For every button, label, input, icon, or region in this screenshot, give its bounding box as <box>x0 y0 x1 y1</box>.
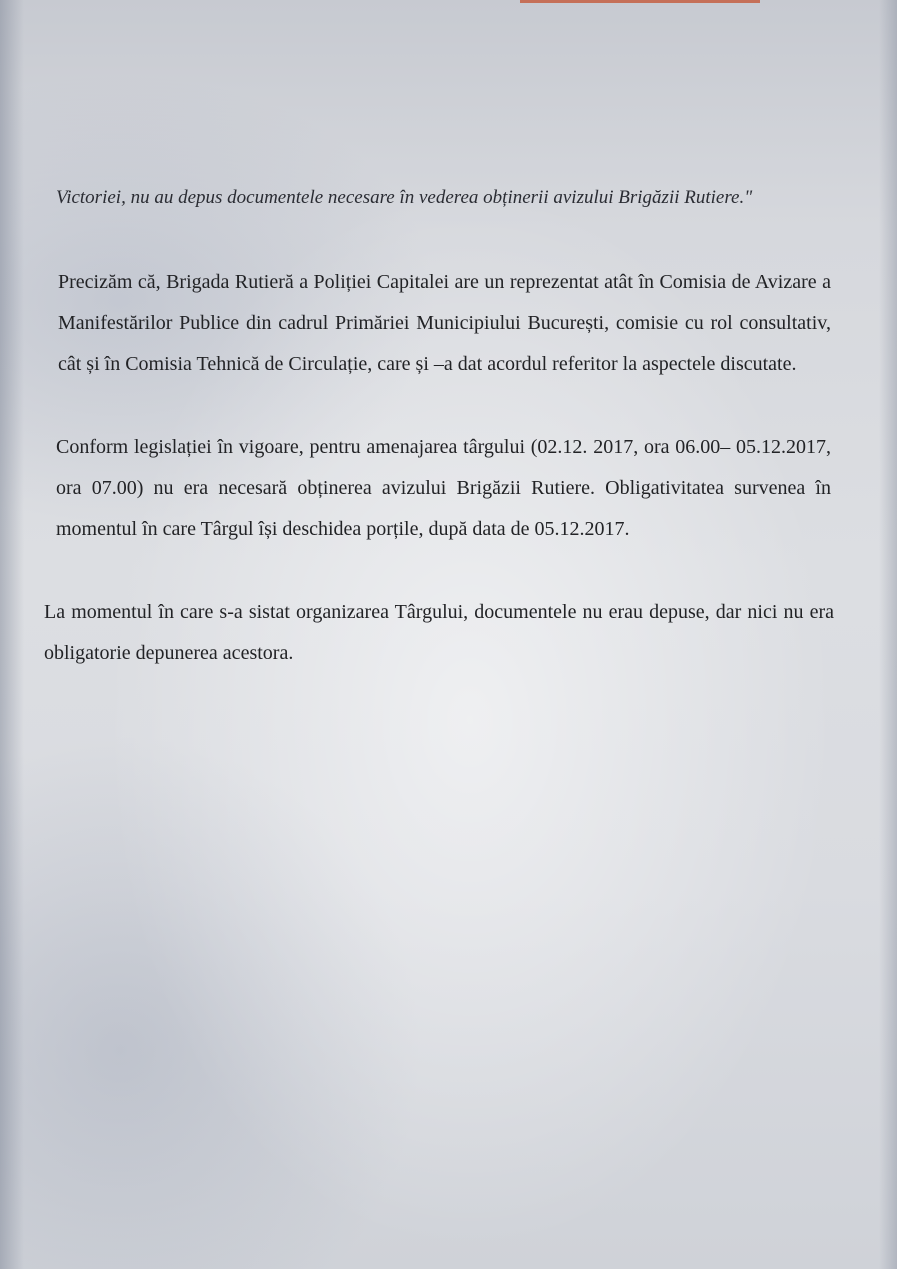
paragraph-la-momentul: La momentul în care s-a sistat organizarea Târgului, documentele nu erau depuse, dar nici nu era obligatorie depunerea acestora. <box>44 601 834 664</box>
paragraph-brigada-rutiera: Precizăm că, Brigada Rutieră a Poliției Capitalei are un reprezentat atât în Comisia de Avizare a Manifestărilor Publice din cadrul Primăriei Municipiului București, comisie cu rol consultativ, cât și în Comisia Tehnică de Circulație, care și –a dat acordul referitor la aspectele discutate. <box>58 271 831 375</box>
quoted-paragraph: Victoriei, nu au depus documentele necesare în vederea obținerii avizului Brigăzii Rutiere." <box>56 187 753 208</box>
paragraph-conform-legislatiei: Conform legislației în vigoare, pentru amenajarea târgului (02.12. 2017, ora 06.00– 05.12.2017, ora 07.00) nu era necesară obținerea avizului Brigăzii Rutiere. Obligativitatea survenea în momentul în care Târgul își deschidea porțile, după data de 05.12.2017. <box>56 436 831 540</box>
page-top-edge <box>520 0 760 3</box>
page-right-shadow <box>879 0 897 1269</box>
page-left-shadow <box>0 0 24 1269</box>
document-body <box>44 176 834 716</box>
